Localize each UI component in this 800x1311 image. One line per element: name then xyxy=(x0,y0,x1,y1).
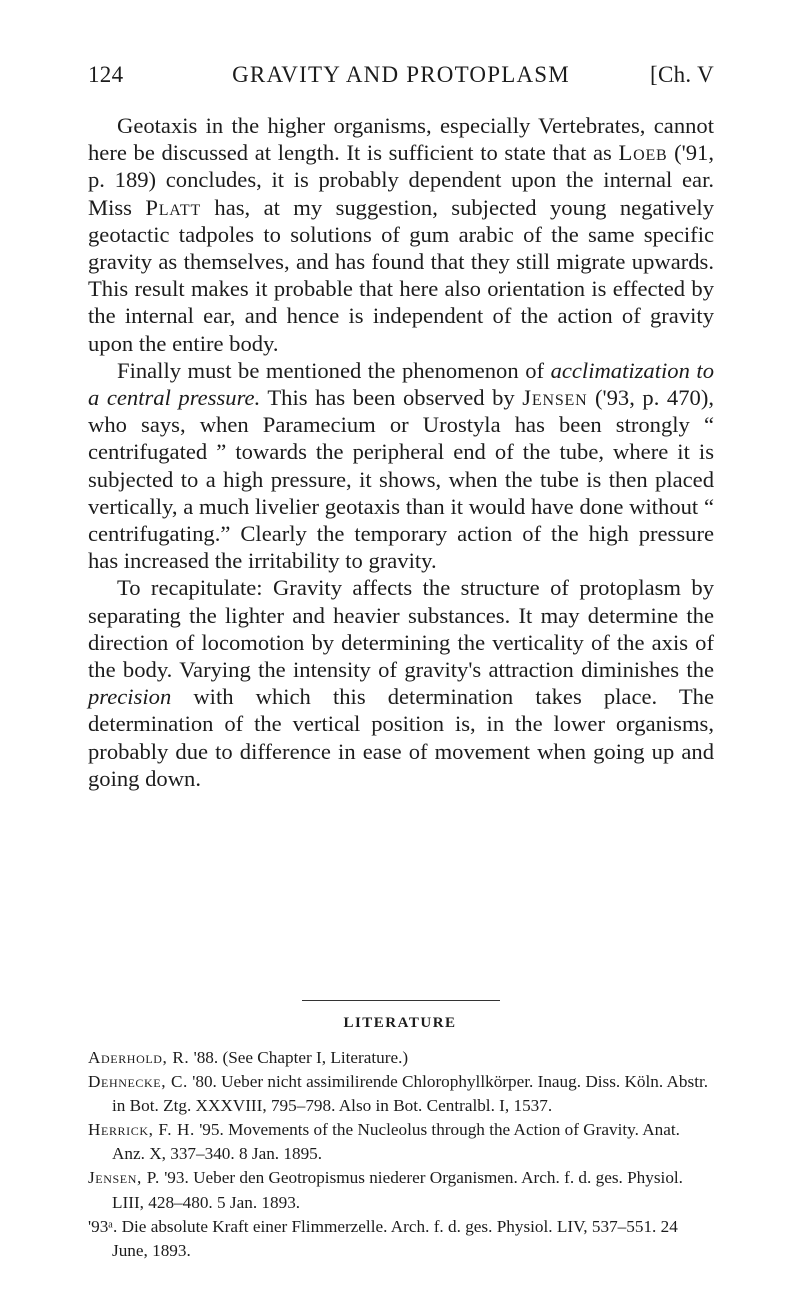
reference-text: '95. Movements of the Nucleolus through the Action of Gravity. Anat. Anz. X, 337–340. 8 Jan. 1895. xyxy=(112,1120,680,1164)
paragraph-text: has, at my suggestion, subjected young negatively geotactic tadpoles to solutions of gum arabic of the same specific gravity as themselves, and has found that they still migrate upwards. This result makes it probable that here also orientation is effected by the internal ear, and hence is independent of the action of gravity upon the entire body. xyxy=(88,194,714,356)
reference-entry xyxy=(88,1070,714,1118)
reference-author: Jensen, P. xyxy=(88,1168,160,1188)
reference-text: '88. (See Chapter I, Literature.) xyxy=(189,1048,409,1067)
paragraph-text: with which this determination takes place. The determination of the vertical position is, in the lower organisms, probably due to difference in ease of movement when going up and going down. xyxy=(88,684,714,791)
paragraph-text: ('91, p. 189) concludes, it is probably dependent upon the internal ear. Miss xyxy=(88,140,714,220)
chapter-label: [Ch. V xyxy=(650,62,714,87)
reference-text: '93ᵃ. Die absolute Kraft einer Flimmerzelle. Arch. f. d. ges. Physiol. LIV, 537–551. 24 June, 1893. xyxy=(88,1216,678,1260)
reference-entry xyxy=(88,1046,714,1070)
author-name-platt: Platt xyxy=(145,194,202,220)
author-name-loeb: Loeb xyxy=(618,140,668,166)
reference-entry xyxy=(88,1118,714,1166)
paragraph-text: This has been observed by xyxy=(260,385,523,411)
reference-entry xyxy=(88,1166,714,1214)
reference-author: Dehnecke, C. xyxy=(88,1072,188,1092)
reference-author: Herrick, F. H. xyxy=(88,1120,195,1140)
paragraph-geotaxis-higher-organisms xyxy=(88,112,714,357)
author-name-jensen: Jensen xyxy=(522,385,588,411)
literature-heading: LITERATURE xyxy=(343,1015,457,1031)
running-title: GRAVITY AND PROTOPLASM xyxy=(232,62,570,87)
body-text xyxy=(88,112,714,792)
paragraph-text: To recapitulate: Gravity affects the structure of protoplasm by separating the lighter and heavier substances. It may determine the direction of locomotion by determining the verticality of the axis of the body. Varying the intensity of gravity's attraction diminishes the xyxy=(88,575,714,683)
page-header xyxy=(88,62,714,96)
page-number: 124 xyxy=(88,62,124,87)
section-divider xyxy=(302,1000,500,1001)
italic-term: acclimatization to a central pressure. xyxy=(88,357,714,411)
paragraph-text: ('93, p. 470), who says, when Paramecium or Urostyla has been strongly “ centrifugated ” towards the peripheral end of the tube, where it is subjected to a high pressure, it shows, when the tube is then placed vertically, a much livelier geotaxis than it would have done without “ centrifugating.” Clearly the temporary action of the high pressure has increased the irritability to gravity. xyxy=(88,385,714,574)
reference-entry xyxy=(88,1215,714,1263)
reference-author: Aderhold, R. xyxy=(88,1048,190,1067)
italic-term: precision xyxy=(88,684,172,710)
paragraph-recapitulation xyxy=(88,574,714,792)
paragraph-text: Geotaxis in the higher organisms, especially Vertebrates, cannot here be discussed at length. It is sufficient to state that as xyxy=(88,113,714,166)
reference-text: '93. Ueber den Geotropismus niederer Organismen. Arch. f. d. ges. Physiol. LIII, 428–480. 5 Jan. 1893. xyxy=(112,1168,683,1212)
paragraph-acclimatization xyxy=(88,357,714,575)
literature-list xyxy=(88,1046,714,1263)
reference-text: '80. Ueber nicht assimilirende Chlorophyllkörper. Inaug. Diss. Köln. Abstr. in Bot. Ztg. XXXVIII, 795–798. Also in Bot. Centralbl. I, 1537. xyxy=(112,1072,709,1116)
paragraph-text: Finally must be mentioned the phenomenon of xyxy=(117,357,551,383)
